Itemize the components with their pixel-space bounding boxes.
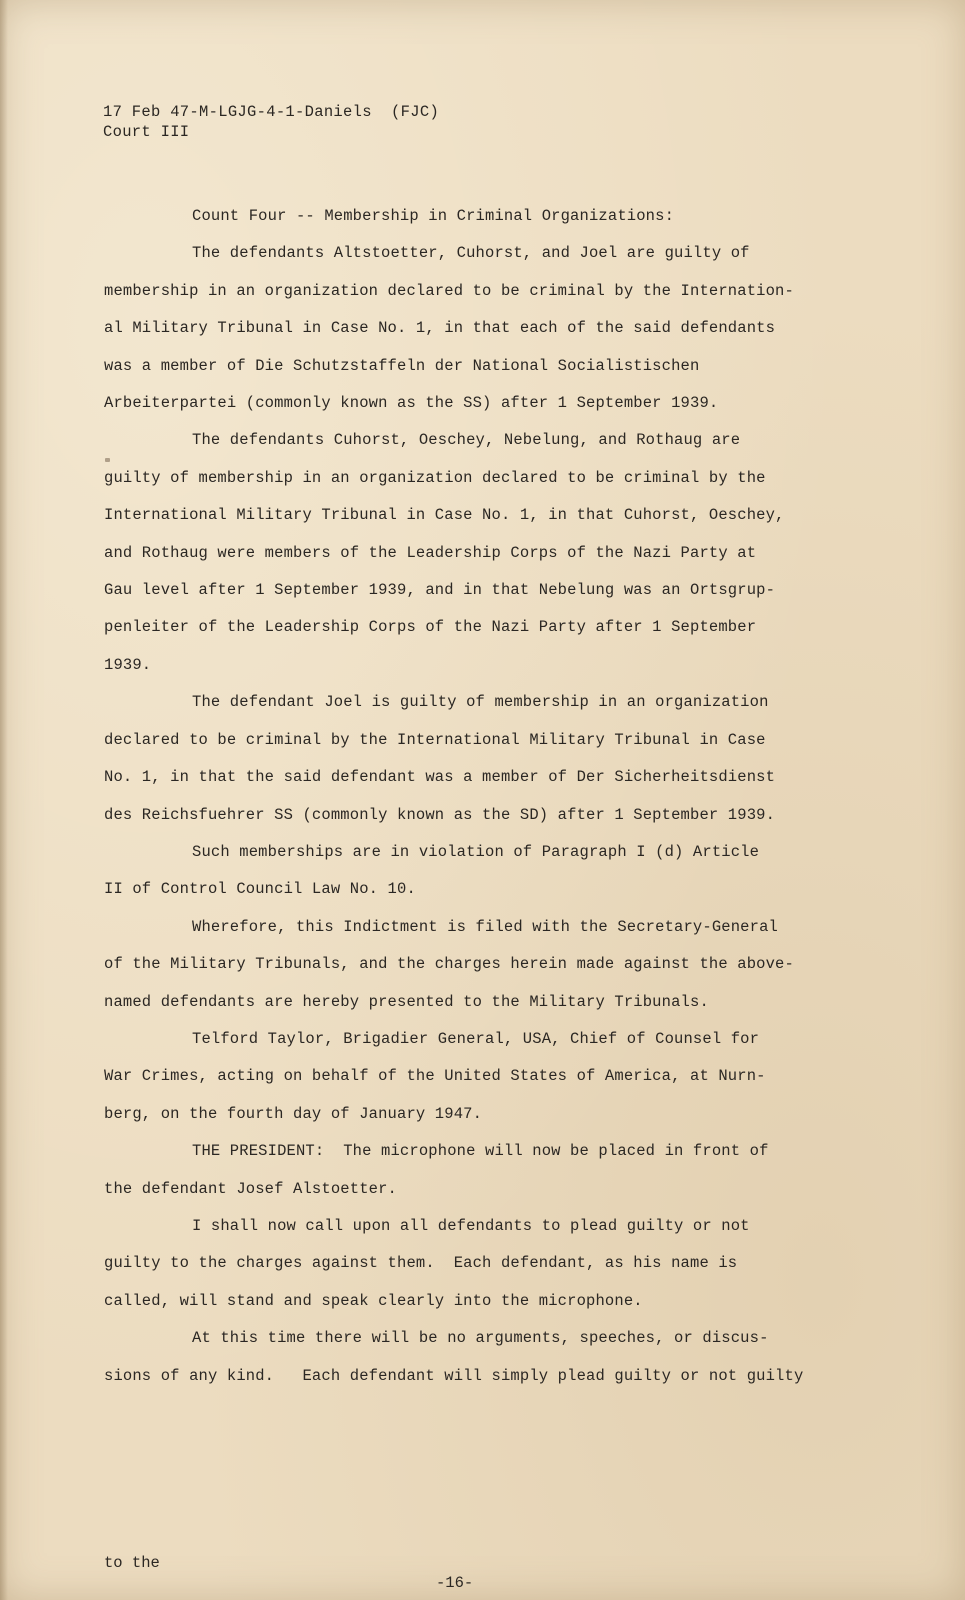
text-line: was a member of Die Schutzstaffeln der National Socialistischen: [104, 356, 700, 375]
text-line: Telford Taylor, Brigadier General, USA, Chief of Counsel for: [192, 1029, 760, 1048]
text-line: guilty of membership in an organization declared to be criminal by the: [104, 468, 766, 487]
paragraph: [104, 235, 864, 422]
paragraph: [104, 422, 864, 684]
text-line: At this time there will be no arguments, speeches, or discus-: [192, 1329, 769, 1348]
text-line: Such memberships are in violation of Paragraph I (d) Article: [192, 842, 760, 861]
text-line: International Military Tribunal in Case No. 1, in that Cuhorst, Oeschey,: [104, 506, 785, 525]
header-court: Court III: [103, 123, 190, 141]
paragraph: [104, 1320, 864, 1395]
text-line: No. 1, in that the said defendant was a member of Der Sicherheitsdienst: [104, 768, 776, 787]
paragraph: [104, 909, 864, 1021]
header-reference: 17 Feb 47-M-LGJG-4-1-Daniels (FJC): [103, 103, 440, 121]
paragraph: [104, 834, 864, 909]
text-line: THE PRESIDENT: The microphone will now be placed in front of: [192, 1142, 769, 1161]
document-header: [103, 102, 439, 142]
continuation-text: to the: [104, 1554, 160, 1572]
text-line: sions of any kind. Each defendant will simply plead guilty or not guilty: [104, 1366, 804, 1385]
document-body: [104, 198, 864, 1395]
text-line: The defendants Altstoetter, Cuhorst, and Joel are guilty of: [192, 244, 750, 263]
text-line: The defendants Cuhorst, Oeschey, Nebelung, and Rothaug are: [192, 431, 741, 450]
text-line: the defendant Josef Alstoetter.: [104, 1179, 397, 1198]
paragraph: [104, 1021, 864, 1133]
text-line: of the Military Tribunals, and the charges herein made against the above-: [104, 955, 794, 974]
text-line: called, will stand and speak clearly into the microphone.: [104, 1291, 643, 1310]
text-line: II of Control Council Law No. 10.: [104, 880, 416, 899]
text-line: The defendant Joel is guilty of membership in an organization: [192, 693, 769, 712]
text-line: berg, on the fourth day of January 1947.: [104, 1104, 483, 1123]
text-line: guilty to the charges against them. Each defendant, as his name is: [104, 1254, 738, 1273]
text-line: I shall now call upon all defendants to plead guilty or not: [192, 1216, 750, 1235]
text-line: and Rothaug were members of the Leadership Corps of the Nazi Party at: [104, 543, 757, 562]
text-line: membership in an organization declared to be criminal by the Internation-: [104, 281, 794, 300]
paragraph: [104, 1208, 864, 1320]
text-line: 1939.: [104, 655, 152, 674]
text-line: Wherefore, this Indictment is filed with the Secretary-General: [192, 917, 778, 936]
text-line: des Reichsfuehrer SS (commonly known as the SD) after 1 September 1939.: [104, 805, 776, 824]
text-line: Count Four -- Membership in Criminal Organizations:: [192, 207, 675, 225]
page-number: -16-: [436, 1574, 474, 1592]
text-line: War Crimes, acting on behalf of the United States of America, at Nurn-: [104, 1067, 766, 1086]
text-line: al Military Tribunal in Case No. 1, in that each of the said defendants: [104, 319, 776, 338]
text-line: Arbeiterpartei (commonly known as the SS) after 1 September 1939.: [104, 394, 719, 413]
text-line: penleiter of the Leadership Corps of the Nazi Party after 1 September: [104, 618, 757, 637]
text-line: named defendants are hereby presented to the Military Tribunals.: [104, 992, 709, 1011]
text-line: Gau level after 1 September 1939, and in that Nebelung was an Ortsgrup-: [104, 581, 776, 600]
page-footer: [104, 1533, 864, 1600]
section-heading: [104, 198, 864, 235]
text-line: declared to be criminal by the International Military Tribunal in Case: [104, 730, 766, 749]
paragraph: [104, 1133, 864, 1208]
paragraph: [104, 684, 864, 834]
